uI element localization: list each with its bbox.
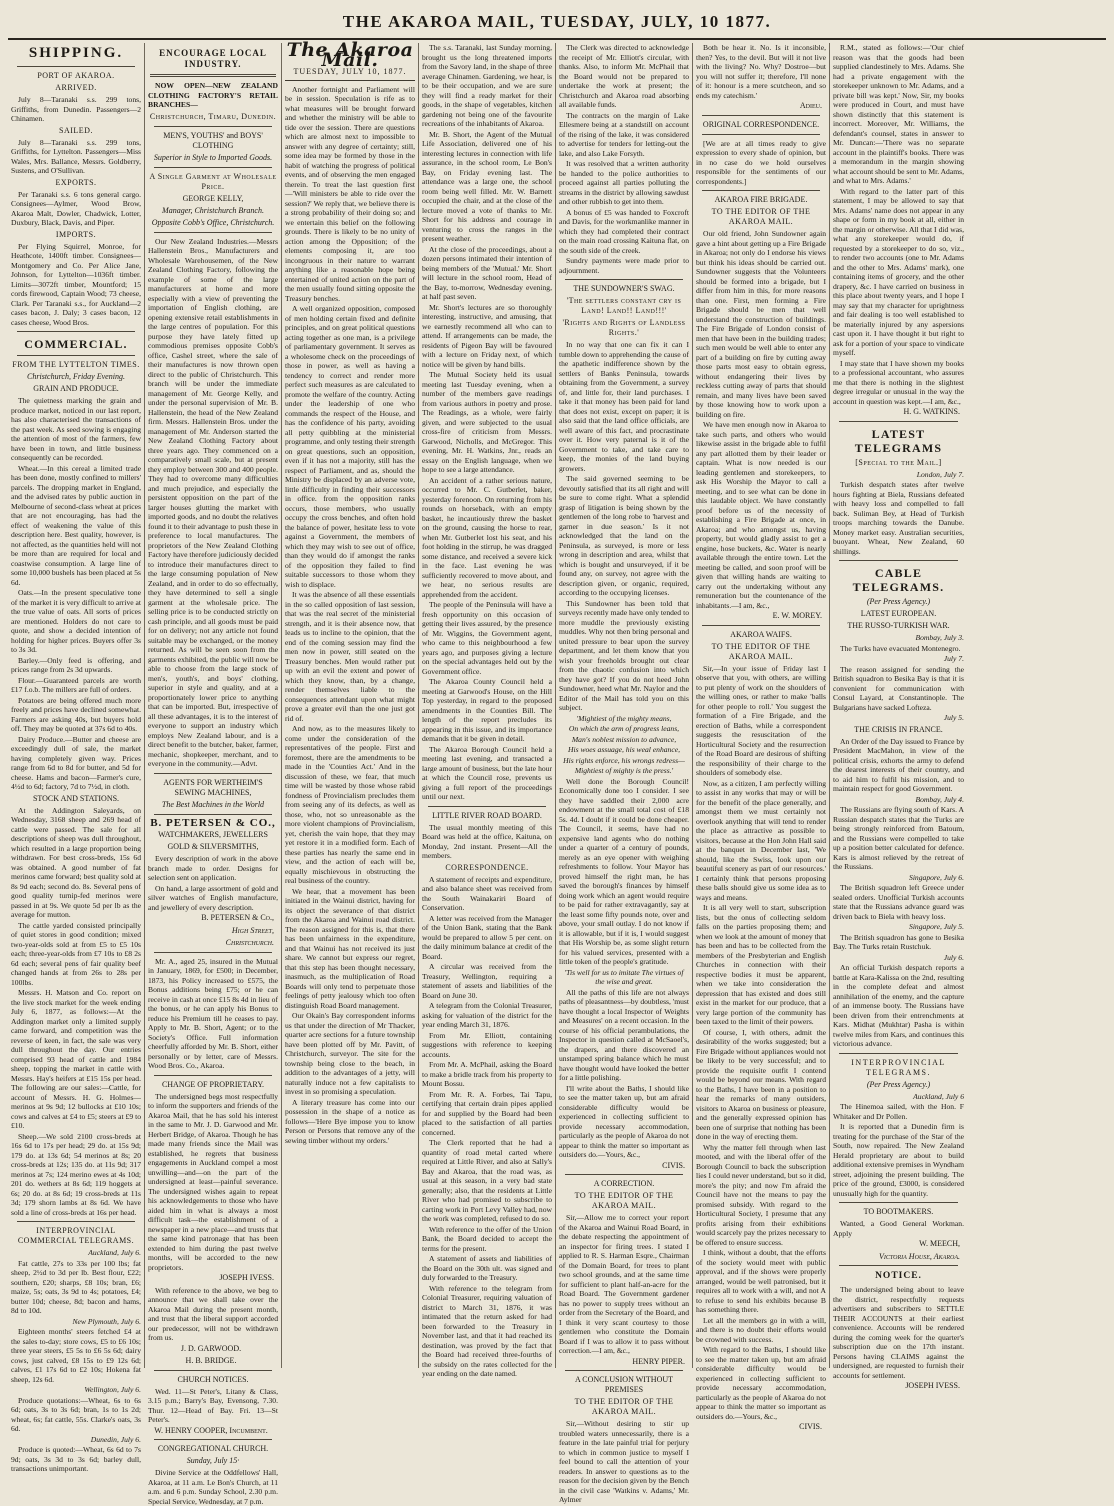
original-correspondence-note: [We are at all times ready to give expression to every shade of opinion, but in no case do we hold ourselves responsible for the sentiments of our correspondents.] [696,138,826,186]
column-5 [556,43,693,1504]
grain-p1: The quietness marking the grain and produce market, noticed in our last report, has also characterised the transactions of the past week. As seed sowing is engaging the attention of most of the farmers, few have been in town, and little business consequently can be recorded. [11,396,141,462]
commercial-place: Christchurch, Friday Evening. [27,372,125,381]
intercol-p1: Fat cattle, 27s to 33s per 100 lbs; fat sheep, 2½d to 3d per lb. Best flour, £22; southern, £20; sharps, £8 10s; bran, £6; maize, 5s; oats, 3s 9d to 4s; potatoes, £4; butter 10d; cheese, 8d; bacon and hams, 8d to 10d. [11,1258,141,1315]
column-4 [419,43,556,1378]
intercol-p2: Eighteen months' steers fetched £4 at the sales to-day; store cows, £5 to £6 10s; three year steers, £5 5s to £6 5s 6d; dairy cows, just calved, £8 15s to £9 12s 6d; calves, £1 17s 6d to £2 10s; Hokena fat sheep, 12s 6d. [11,1327,141,1384]
intercol-place-3: Wellington, July 6. [84,1385,141,1394]
exports-text: Per Taranaki s.s. 6 tons general cargo. Consignees—Aylmer, Wood Brow, Akaroa Malt, Dowler, Chadwick, Lotter, Duxbury, Black, Davis, and Piper. [11,189,141,227]
petersen-address-2: Christchurch. [225,938,274,947]
france-text: An Order of the Day issued to France by President MacMahon, in view of the political crisis, exhorts the army to defend the dearest interests of their country, and to aid him to fulfil his mission, and to maintain respect for good Government. [833,736,964,793]
correction-to: TO THE EDITOR OF THE AKAROA MAIL. [574,1191,674,1210]
editorial-p5: We hear, that a movement has been initiated in the Wainui district, having for its object the severance of that district from the Akaroa and Wainui road district. The reason assigned for this is, that there has been unfairness in the expenditure, and that Wainui has not received its just share. We cannot but express our regret, that this step has been thought necessary, inasmuch, as the multiplication of Road Boards will only tend to perpetuate those feelings of petty jealousy which too often distinguish Road Board management. [285,886,415,1010]
sundowner-verse-1: 'Mightiest of the mighty means, [576,713,672,723]
petersen-signature: B. PETERSEN & Co., [201,913,274,922]
commercial-source: FROM THE LYTTELTON TIMES. [12,360,140,369]
grain-p5: Flour.—Guaranteed parcels are worth £17 f.o.b. The millers are full of orders. [11,675,141,694]
news-p6: An accident of a rather serious nature, occurred to Mr. C. Gutberlet, baker, yesterday forenoon. On returning from his rounds on horseback, with an empty basket, he incautiously threw the basket on the ground, causing the horse to rear, when Mr. Gutberlet lost his seat, and his foot holding in the stirrup, he was dragged some distance, and received a severe kick in the face. Last evening he was sufficiently recovered to move about, and we hear, no serious results are apprehended from the accident. [422,475,552,599]
change-heading: CHANGE OF PROPRIETARY. [161,1079,265,1089]
london-date: London, July 7. [916,469,964,479]
arrived-text: July 8—Taranaki s.s. 299 tons, Griffiths, from Dunedin. Passengers—2 Chinamen. [11,95,141,123]
catechism-signature: Adieu. [799,101,822,110]
port-heading: PORT OF AKAROA. [37,71,115,80]
congregational-text: Divine Service at the Oddfellows' Hall, Akaroa, at 11 a.m. Le Bon's Church, at 11 a.m. and 6 p.m. Sunday School, 2.30 p.m. Special Service, Wednesday, at 7 p.m. [148,1468,278,1506]
arrived-heading: ARRIVED. [55,83,97,92]
notice-signature: JOSEPH IVESS. [905,1381,960,1390]
waifs-p4: Of course, I, with others, admit the desirability of the works suggested; but a Fire Brigade without appliances would not be likely to be very successful; and to provide the requisite outfit I contend would be beyond our means. With regard to the Baths, I have been in a position to hear the remarks of many outsiders, visitors to Akaroa on business or pleasure, and the generally expressed opinion has been one of surprise that nothing has been done in the way of erecting them. [696,1027,826,1141]
bombay-date: Bombay, July 3. [915,633,964,642]
correction-heading: A CORRECTION. [593,1179,655,1188]
correction-signature: HENRY PIPER. [632,1356,685,1366]
sailed-heading: SAILED. [59,125,93,135]
grain-p4: Barley.—Only feed is offering, and prices range from 2s 3d upwards. [11,655,141,674]
watkins-p3: I may state that I have shown my books to a professional accountant, who assures me that there is nothing in the slightest degree irregular or unusual in the way the account in question was kept.—I am, &c., [833,358,964,406]
road-board-p11: A statement of assets and liabilities of the Board on the 30th ult. was signed and duly forwarded to the Treasury. [422,1254,552,1282]
bootmakers-text: Wanted, a Good General Workman. Apply [833,1219,964,1238]
road-board-p2: A statement of receipts and expenditure, and also balance sheet was received from the South Wainakariri Board of Conservation. [422,874,552,912]
imports-text: Per Flying Squirrel, Monroe, for Heathcote, 1400ft timber. Consignees—Montgomery and Co. Per Alice Jane, Johnson, for Lyttelton—1036ft timber. Limits—3072ft timber, Mountford; 15 cords firewood, Captain Wood; 73 cheese, Clark. Per Taranaki s.s., for Auckland—2 cases bacon, J. Daly; 3 cases bacon, 12 cases cheese, Wood Bros. [11,241,141,327]
column-2 [145,43,282,1506]
paper-date: TUESDAY, JULY 10, 1877. [285,67,415,81]
auckland-date: Auckland, July 6 [913,1091,964,1101]
board-p3: It was resolved that a written authority be handed to the police authorities to proceed against all parties polluting the streams in the district by allowing sawdust and other rubbish to get into them. [559,159,689,206]
road-board-p9: The Clerk reported that he had a quantity of road metal carted where required at Little River, and also at Sally's Bay and Akaroa, that the road was, as usual at this season, in a very bad state generally; also, that the residents at Little River who had promised to subscribe to carting work in Port Levy Valley had, now the work was completed, refused to do so. [422,1138,552,1223]
fire-brigade-p2: We have men enough now in Akaroa to take such parts, and others who would likewise assist in the brigade able to fulfil any part allotted them by their leader or captain. What is now needed is our leading gentlemen and storekeepers, to ask His Worship the Mayor to call a meeting, and to see what can be done in this laudable object. We have constantly proof before us of the necessity of establishing a Fire Brigade at once, in Akaroa; and who amongst us, having property, but would gladly assist to get a engine, hose buckets, &c. Water is nearly available through the entire town. Let the meeting be called, and soon proof will be given that willing hands are waiting to carry out the undertaking without any remuneration but the countenance of the inhabitants.—I am, &c., [696,420,826,610]
notice-heading: NOTICE. [875,1271,922,1281]
intercol-heading: INTERPROVINCIAL COMMERCIAL TELEGRAMS. [17,1226,135,1245]
board-p5: Sundry payments were made prior to adjournment. [559,256,689,275]
july5-date: July 5. [943,713,964,722]
catechism-text: Both be hear it. No. Is it inconsible, then? Yes, to the devil. But will it not live with the living? No. Why? Dostroe—but you will not suffer it; therefore, I'll none of it: honour is a mere scutcheon, and so ends my catechism.' [696,43,826,100]
singapore-date: Singapore, July 6. [909,872,964,882]
july7-text: The reason assigned for sending the British squadron to Besika Bay is that it is convenient for communication with Consul Layard, at Constantinople. The Bulgarians have sacked Lofteza. [833,664,964,712]
bootmakers-signature-2: Victoria House, Akaroa. [879,1251,960,1261]
sundowner-p1: In no way that one can fix it can I tumble down to apprehending the cause of the apathetic indifference shown by the settlers of Banks Peninsula, towards obtaining from the Government, a survey of, and little for, their land purchases. I take it that money has been paid for land that does not exist, except on paper; it is also said that the land office officials, are well aware of this fact, and procrastinate over it. How very paternal is it of the Government to take, and take care to keep, the monies of the land buying growers. [559,340,689,473]
news-p9: The Akaroa Borough Council held a meeting last evening, and transacted a large amount of business, but the late hour at which the Council rose, prevents us giving a full report of the proceedings until our next. [422,744,552,801]
grain-p3: Oats.—In the present speculative tone of the market it is very difficult to arrive at the true value of oats. All sorts of prices are mentioned. Holders do not care to quote, and show a decided intention of holding for higher prices. Buyers offer 3s to 3s 3d. [11,588,141,654]
july6-date: July 6. [943,952,964,962]
church-signature: W. HENRY COOPER, Incumbent. [154,1425,268,1435]
manager-name: GEORGE KELLY, [182,193,244,203]
change-signature: JOSEPH IVESS. [219,1273,274,1282]
mutual-insurance-text: Mr. A., aged 25, insured in the Mutual in January, 1869, for £500; in December, 1873, his Policy increased to £575, the Bonus additions being £75; or he can receive in cash at once £15 8s 4d in lieu of the bonus, or he can apply his Bonus to reduce his Premium till he ceases to pay. Apply to Mr. B. Short, Agent; or to the Society's Office. Full information cheerfully afforded by Mr. B. Short, either personally or by letter, care of Messrs. Wood Bros. Co., Akaroa. [148,956,278,1070]
waifs-signature: CIVIS. [799,1422,822,1431]
road-board-p5: A telegram from the Colonial Treasurer, asking for valuation of the district for the year ending March 31, 1876. [422,1001,552,1029]
fire-brigade-to: TO THE EDITOR OF THE AKAROA MAIL. [711,207,811,226]
column-3 [282,39,419,1368]
road-board-p10: With reference to the offer of the Union Bank, the Board decided to accept the terms for the present. [422,1224,552,1253]
intercol-place-1: Auckland, July 6. [88,1248,141,1257]
fire-brigade-p1: Our old friend, John Sundowner again gave a hint about getting up a Fire Brigade in Akaroa; not only do I endorse his views but think his ideas should be carried out. Sundowner suggests that the Volunteers should be formed into a brigade, but I differ from him in this, for more reasons than one. First, men forming a Fire Brigade should be men that well understand the construction of buildings. The Fire Brigade of London consist of men that have been in the building trades; such men would be well able to enter any part of a building on fire by cutting away those parts most easy to obtain egress, without endangering their lives by reckless cutting away of parts that should remain, and many lives have been saved by those knowing how to work upon a building on fire. [696,229,826,419]
congregational-heading: CONGREGATIONAL CHURCH. [157,1444,269,1453]
road-board-p12: With reference to the telegram from Colonial Treasurer, requiring valuation of district to March 31, 1876, it was intimated that the return asked for had been forwarded to the Treasury in November last, and that it had reached its destination, was proved by the fact that the Board had received three-fourths of the subsidy on the rates collected for the year ending on the date named. [422,1283,552,1378]
column-6 [693,43,830,1431]
london-text: Turkish despatch states after twelve hours fighting at Biela, Russians defeated with heavy loss and compelled to fall back. Suliman Bey, at Head of Turkish troops marching towards the Danube. Money market easy. Australian securities, buoyant. Wheat, New Zealand, 60 shillings. [833,480,964,556]
editorial-p1: Another fortnight and Parliament will be in session. Speculation is rife as to what measures will be brought forward and whether the ministry will be able to tide over the session. There are questions which are almost next to impossible to answer with any degree of certainty; still, some idea may be formed by those in the habit of watching the progress of political events, and of observing the men engaged therein. To treat the last question first—'Will ministers be able to ride over the session?' We reply that, we believe there is a strong probability of their doing so; and we entertain this belief on the following grounds. There is likely to be no unity of action among the Opposition; of the elements composing it, are too incongruous in their nature to warrant anything like a reasonable hope being entertained of united action on the part of the men usually found sitting opposite the Treasury benches. [285,84,415,303]
waifs-p2: Now, as a citizen, I am perfectly willing to assist in any works that may or will be for the benefit of the place generally, and amongst them we must certainly not overlook anything that will tend to render the place as attractive as possible to visitors, because at the Hon John Hall said at the banquet in December last, 'We should, like the Swiss, look upon our beautiful scenery as part of our resources.' I certainly think that persons proposing these balls should give us some idea as to ways and means. [696,778,826,902]
latest-telegrams-heading: LATEST TELEGRAMS [854,426,943,455]
petersen-heading: B. PETERSEN & CO., [150,816,276,829]
petersen-sub-2: GOLD & SILVERSMITHS, [167,842,259,851]
france-heading: THE CRISIS IN FRANCE. [854,724,943,734]
sundowner-p3: This Sundowner has been told that surveys recently made have only tended to more muddle the previously existing muddles. Why not then bring personal and united pressure to bear upon the survey department, and let them know that you wish your freeholds brought out clear from the chaotic confusion into which they have got? If you do not heed John Sundowner, heed what Mr. Naylor and the Editor of the Mail has told you on this subject. [559,598,689,712]
church-heading: CHURCH NOTICES. [177,1374,249,1384]
news-p2: Mr. B. Short, the Agent of the Mutual Life Association, delivered one of his interesting lectures in connection with life assurance, in the school room, Le Bon's Bay, on Friday evening last. The attendance was a large one, the school room being well filled. Mr. W. Barnett occupied the chair, and at the close of the lecture moved a vote of thanks to Mr. Short for his address and courage in venturing to cross the ranges in the present weather. [422,129,552,243]
columns [8,39,1106,1506]
agents-heading: AGENTS FOR WERTHEIM'S SEWING MACHINES, [163,777,263,797]
sundowner-heading: THE SUNDOWNER'S SWAG. [573,284,675,293]
intercol-place-2: New Plymouth, July 6. [72,1316,141,1326]
bombay2-text: The Russians are flying south of Kars. A Russian despatch states that the Turks are being strongly reinforced from Batoum, and the Russians were compelled to take up a position better calculated for defence. Kars is almost relieved by the retreat of the Russians. [833,805,964,871]
editorial-p7: A literary treasure has come into our possession in the shape of a notice as follows—'Here Bye impose you to know Person or Persons that remove any of the sewing timber without my orders.' [285,1097,415,1145]
road-board-p4: A circular was received from the Treasury, Wellington, requiring a statement of assets and liabilities of the Board on June 30. [422,962,552,1000]
imports-heading: IMPORTS. [55,229,97,239]
shipping-heading: SHIPPING. [28,45,124,61]
news-p3: At the close of the proceedings, about a dozen persons intimated their intention of being members of the 'Mutual.' Mr. Short will lecture in the school room, Head of the Bay, to-morrow, Wednesday evening, at half past seven. [422,244,552,301]
waifs-p5: Why the matter fell through when last mooted, and with the liberal offer of the Borough Council to back the subscription lies I could never understand, but so it did, more's the pity; and now I'm afraid the Council have not the means to pay the promised subsidy. With regard to the Horticultural Society, I presume that any profits arising from their exhibitions would scarcely pay the prizes necessary to be offered to ensure success. [696,1142,826,1247]
now-open-places: Christchurch, Timaru, Dunedin. [149,111,277,121]
sundowner-verse-5: His rights enforce, his wrongs redress— [563,755,685,765]
bootmakers-heading: TO BOOTMAKERS. [863,1207,934,1216]
road-board-p8: From Mr. R. A. Forbes, Tai Tapu, certifying that certain drain pipes applied for and supplied by the Board had been placed to the satisfaction of all parties concerned. [422,1089,552,1137]
road-board-p7: From Mr. A. McPhail, asking the Board to make a bridle track from his property to Mount Bossu. [422,1060,552,1088]
stock-p4: Sheep.—We sold 2100 cross-breds at 16s 6d to 17s per head; 29 do. at 15s 9d; 179 do. at 13s 6d; 54 merinos at 8s; 20 cross-breds at 12s; 135 do. at 11s 9d; 317 merinos at 7s; 124 merino ewes at 4s 10d; 201 do. wethers at 8s 6d; 119 hoggets at 6s; 20 do. at 8s 6d; 19 cross-breds at 11s 3d; 179 shorn lambs at 8s 6d. We have sold a line of cross-breds at 16s per head. [11,1131,141,1217]
cable-sub: (Per Press Agency.) [866,597,931,606]
commercial-heading: COMMERCIAL. [24,337,128,351]
reference-signature-1: J. D. GARWOOD. [180,1343,242,1353]
stock-p2: The cattle yarded consisted principally of quiet stores in good condition; mixed two-year-olds sold at from £5 to £5 10s each; three-year-olds from £7 10s to £8 2s 6d each; several pens of fair quality beef changed hands at from 26s to 28s per 100lbs. [11,920,141,987]
latest-telegrams-sub: [Special to the Mail.] [855,457,942,467]
sundowner-p2: The said governed seeming to be devoutly satisfied that its all right and will be sure to come right. What a splendid grasp of litigation is being shown by the gentlemen of the long robe to 'harvest and garner in due season.' Is it not acknowledged that the land on the Peninsula, as surveyed, is more or less wrong in description and area, whilst that which is bought and unsurveyed, if it be found any, on survey, not agree with the description given, or organic, required, according to the occupying licenses. [559,474,689,597]
fire-brigade-heading: AKAROA FIRE BRIGADE. [714,195,808,204]
singapore-text: The British squadron left Greece under sealed orders. Unofficial Turkish accounts state that the Russians advance guard was driven back to Biela with heavy loss. [833,883,964,921]
manager-title: Manager, Christchurch Branch. [162,205,264,215]
sailed-text: July 8—Taranaki s.s. 299 tons, Griffiths, for Lyttelton. Passengers—Miss Wales, Mrs. Ballance, Messrs. Goldberry, Sustens, and O'Sullivan. [11,137,141,175]
latest-european: LATEST EUROPEAN. [860,609,937,618]
sundowner-signature: CIVIS. [662,1160,685,1170]
stock-p1: At the Addington Saleyards, on Wednesday, 3168 sheep and 269 head of cattle were passed. The sale for all descriptions of sheep was dull throughout, which resulted in a large proportion being withdrawn. For best cross-breds, 15s 6d was obtained. A good number of fat merinos came forward; best quality sold at 8s 9d each; second do. 8s. Several pens of good quality turnip-fed merinos were passed in at 9s. We quote 5d per lb as the average for mutton. [11,805,141,919]
grain-p6: Potatoes are being offered much more freely and prices have declined somewhat. Farmers are asking 40s, but buyers hold off. They may be quoted at 37s 6d to 40s. [11,695,141,733]
bombay-text: The Turks have evacuated Montenegro. [840,643,961,653]
news-p8: The Akaroa County Council held a meeting at Garwood's House, on the Hill Top yesterday, in regard to the proposed amendments in the Counties Bill. The length of the report precludes its appearing in this issue, and its importance demands that it be given in detail. [422,677,552,743]
news-p7: The people of the Peninsula will have a fresh opportunity on this occasion of getting their lives assured, by the presence of Mr. Wiggins, the Government agent, who came to this neighbourhood a few years ago, and purposes giving a lecture on the special advantages held out by the Government office. [422,600,552,676]
sundowner-verse-4: His woes assuage, his weal enhance, [568,745,680,754]
news-p1: The s.s. Taranaki, last Sunday morning, brought us the long threatened imports from the Savory land, in the shape of three average Chinamen. Gardening, we hear, is to be their occupation, and we are sure they will find a ready market for their goods, in the shape of vegetables, kitchen gardening not being one of the favourite recreations of the inhabitants of Akaroa. [422,43,552,128]
singapore2-date: Singapore, July 5. [909,922,964,931]
intercol-p3: Produce quotations:—Wheat, 6s to 6s 6d; oats, 3s to 3s 6d; bran, 1s to 1s 2d; wheat, 6s; fat cattle, 55s. Clarke's oats, 3s 6d. [11,1395,141,1433]
waifs-p3: It is all very well to start, subscription lists, but the onus of collecting seldom falls on the parties proposing them; and when we look at the amount of money that has been and has to be collected from the members of the Presbyterian and English Churches in connection with their respective bodies it must be apparent, when we take into consideration the depression that has existed and does still exist in the market for our produce, that a very large portion of the community has been taxed to the limit of their powers. [696,903,826,1026]
petersen-address-1: High Street, [231,925,274,935]
editorial-p2: A well organized opposition, composed of men holding certain fixed and definite principles, and on great political questions acting together as one man, is a privilege of parliamentary government. It serves as a wholesome check on the proceedings of those in power, as well as having a tendency to correct and render more perfect such measures as are calculated to promote the welfare of the country. Acting under the leadership of one who commands the respect of the House, and has the confidence of his party, avoiding all petty quibbling at the ministerial programme, and only testing their strength on great questions, such an opposition, even if it has not a majority, still has the respect of Parliament, and as, should the Ministry be displaced by an adverse vote, little difficulty in finding their successors in office. from the opposition ranks occurs, those members, who usually occupy the cross benches, and often hold the balance of power, hesitate less to vote against a Government, the members of which they may wish to see out of office, than they would do if amongst the ranks of the opposition they failed to find suitable successors to those whom they wish to displace. [285,304,415,589]
sundowner-p7: I'll write about the Baths, I should like to see the matter taken up, but am afraid considerable difficulty would be experienced in collecting sufficient to provide necessary accommodation, particularly as the people of Akaroa do not appear to think the matter so important as outsiders do.—Yours, &c., [559,1083,689,1159]
board-p4: A bonus of £5 was handed to Foxcroft and Davis, for the workmanlike manner in which they had completed their contract on the main road crossing Kaituna flat, on the south side of the creek. [559,207,689,255]
reference-signature-2: H. B. BRIDGE. [185,1356,237,1365]
single-garment-line: A Single Garment at Wholesale Price. [149,171,277,191]
notice-text: The undersigned being about to leave the district, respectfully requests advertisers and subscribers to SETTLE THEIR ACCOUNTS at their earliest convenience. Accounts will be rendered during the coming week for the quarter's subscription due on the 17th instant. Persons having CLAIMS against the undersigned, are requested to furnish their accounts for settlement. [833,1285,964,1380]
waifs-p8: With regard to the Baths, I should like to see the matter taken up, but am afraid considerable difficulty would be experienced in collecting sufficient to provide necessary accommodation, particularly as the people of Akaroa do not appear to think the matter so important as outsiders do.—Yours, &c., [696,1345,826,1421]
church-text: Wed. 11—St Peter's, Litany & Class, 3.15 p.m.; Barry's Bay, Evensong, 7.30. Thur. 12—Head of Bay. Fri. 13—St Peter's. [148,1386,278,1424]
cable-heading: CABLE TELEGRAMS. [852,566,945,594]
russo-turkish-heading: THE RUSSO-TURKISH WAR. [847,621,950,630]
sundowner-p4: Well done the Borough Council! Economically done too I consider. I see they have saddled their 2,000 acre endowment at the small total cost of £18 5s. 4d. I doubt if it could be done cheaper. The Council, it seems, have had no expensive land agents who do nothing under a quarter of a century of pounds, merely as an eye opener with weighing refreshments to follow. Your Mayor has proved himself the right man, he has saved the borough's finances by himself doing work which an agent would require to be paid for rather extravagantly, say at the least some fifty pounds note, over and above, your small outlay. I do not know if it is allowable, but if it is, I would suggest that His Worship be, as some slight return for his valued services, presented with a little token of the people's gratitude. [559,776,689,966]
change-text: The undersigned begs most respectfully to inform the supporters and friends of the Akaroa Mail, that he has sold his interest in the same to Mr. J. D. Garwood and Mr. Herbert Bridge, of Akaroa. Though he has made many friends since the Mail was established, he regrets that business engagements in Auckland compel a most unwilling—and—on the part of the undersigned at least—painful severance. The undersigned wishes again to repeat his acknowledgements to those who have aided him in what is always a most difficult task—the establishment of a newspaper in a new place—and trusts that the same kind patronage that has been extended to him during the past twelve months, will be accorded to the new proprietors. [148,1091,278,1272]
intercol-place-4: Dunedin, July 6. [90,1434,141,1444]
conclusion-to: TO THE EDITOR OF THE AKAROA MAIL. [574,1397,674,1416]
conclusion-heading: A CONCLUSION WITHOUT PREMISES [574,1375,674,1394]
superior-line: Superior in Style to Imported Goods. [153,152,273,162]
road-board-heading: LITTLE RIVER ROAD BOARD. [432,810,542,820]
column-7 [830,43,967,1390]
editorial-p4: And now, as to the measures likely to come under the consideration of the representatives of the people. First and foremost, there are the amendments to be made in the 'Counties Act.' And in the discussion of these, we fear, that much time will be wasted by those whose rabid fondness of Provincialism precludes them from seeing any of its defects, as well as those, who, not so unreasonable as the more violent champions of Provincialism, yet, cherish the vain hope, that they may yet restore it in a modified form. Each of these parties has nearly the same end in view, and the action of each will be, equally mischievous in obstructing the real business of the country. [285,724,415,885]
masthead-title: THE AKAROA MAIL, TUESDAY, JULY, 10 1877. [342,12,772,31]
paper-title: The Akaroa Mail. [286,39,414,71]
nz-industries-text: Our New Zealand Industries.—Messrs Hallenstein Bros., Manufacturers and Wholesale Warehousemen, of the New Zealand Clothing Factory, following the example of some of the large manufacturers at home and more especially with a view of preventing the importation of English clothing, are opening extensive retail establishments in the large centres of population. For this purpose they have lately fitted up commodious premises opposite Cobb's office, Cashel street, where the sale of their manufactures is now thrown open direct to the public of Christchurch. This branch will be under the immediate management of Mr. George Kelly, and under the personal supervision of Mr. B. Hallenstein, the head of the New Zealand firm. Messrs. Hallenstein Bros. under the management of Mr. Anderson started the New Zealand Clothing Factory about three years ago. They commenced on a comparatively small scale, but at present they employ between 300 and 400 people. They had to overcome many difficulties and much prejudice, and especially the persistent opposition on the part of the larger houses glutting the market with imported goods, and no doubt the relatives found it to their advantage to push these in preference to local manufactures. The proprietors of the New Zealand Clothing Factory have therefore judiciously decided to introduce their manufactures direct to the large consuming population of New Zealand, and in order to do so effectually, they have determined to sell a single garment at the wholesale price. The selling price is to be conducted strictly on cash principle, and all goods must be paid for on delivery; not any article not found suitable may be exchanged, or the money returned. As will be seen soon from the garments exhibited, the public will now be able to choose from the large stock of men's, youth's, and boys' clothing, superior in style and quality, and at a proportionately lower price to anything that can be imported. But, irrespective of all these advantages, it is to the interest of everyone to support an industry which employs New Zealand labour, and is a direct benefit to the butcher, baker, farmer, mechanic, shopkeeper, merchant, and to everyone in the community.—Advt. [148,236,278,768]
intercol-p4: Produce is quoted:—Wheat, 6s 6d to 7s 9d; oats, 3s 3d to 3s 6d; barley dull, transactions unimportant. [11,1445,141,1473]
road-board-p3: A letter was received from the Manager of the Union Bank, stating that the Bank would be prepared to allow 5 per cent. on the daily minimum balance at credit of the Board. [422,913,552,961]
sundowner-p6: All the paths of this life are not always paths of pleasantness—by doubtless, 'must have thought a local Inspector of Weights and Measures' on a recent occasion. In the course of his official perambulations, the Inspector in question called at McSaoel's, the drapers, and there discovered an unstamped spring balance which he must have thought would have looked the better for a little polishing. [559,987,689,1082]
auckland-p2: It is reported that a Dunedin firm is treating for the purchase of the Star of the South, now repaired. The New Zealand Herald proprietary are about to build additional extensive premises in Wyndham street, adjoining the present building. The price of the ground, £3000, is considered unusually high for the quantity. [833,1122,964,1198]
stock-heading: STOCK AND STATIONS. [32,793,120,803]
watkins-p2: With regard to the latter part of this statement, I may be allowed to say that Mrs. Adams' name does not appear in any shape or form in my book at all, either in the margin or otherwise. All that I did was, what any storekeeper would do, if requested by a storekeeper to do so, viz., to render two accounts (one to Mr. Adams and the other to Mrs. Adams' mark), one containing items of grocery, and the other drapery, &c. I have carried on business in this place about twenty years, and I hope I may say that my character for uprightness and fair dealing is too well established to be materially injured by any aspersions cast upon it. I have thought it but right to ask for a portion of your space to vindicate myself. [833,186,964,357]
now-open-lead: NOW OPEN—NEW ZEALAND CLOTHING FACTORY'S RETAIL BRANCHES— [148,81,278,109]
grain-heading: GRAIN AND PRODUCE. [33,384,119,393]
editorial-p3: It was the absence of all these essentials in the so called opposition of last session, that was the real secret of the ministerial strength, and it is their absence now, that leads us to incline to the opinion, that the end of the coming session may find the men now in power, still seated on the Treasury benches. Men would rather put up with an evil the extent and power of which they know, than, by a change, render themselves liable to the consequences attendant upon what might prove a greater evil than the one just got rid of. [285,590,415,723]
waifs-p6: I think, without a doubt, that the efforts of the society would meet with public approval, and if the shows were properly arranged, would be well patronised, but it requires all to work with a will, and not A to refuse to send his exhibits because B has something there. [696,1248,826,1314]
petersen-sub-1: WATCHMAKERS, JEWELLERS [158,830,268,839]
grain-p2: Wheat.—In this cereal a limited trade has been done, mostly confined to millers' parcels. The dropping market in England, and the advised rates by public auction in Melbourne of second-class wheat at prices that are not encouraging, has had the effect of weakening the value of this description here. Best quality, however, is not affected, as the quantities held will not be more than are required for local and coastwise consumption. A large line of some 10,000 bushels has been placed at 5s 6d. [11,463,141,587]
correction-text: Sir,—Allow me to correct your report of the Akaroa and Wainui Road Board, in the debate respecting the appointment of an inspector for firing trees. I stated I applied to R. S. Harman Esqre., Chairman of the Domain Board, for trees to plant two school grounds, and at the same time for sufficient to plant half-an-acre for the Road Board. The Government gardener has no power to supply trees without an order from the Secretary of the Board, and I think it very scant courtesy to those gentlemen who constitute the Domain Board if I was to allow it to pass without correction.—I am, &c., [559,1213,689,1355]
manager-address: Opposite Cobb's Office, Christchurch. [151,217,275,227]
interprovincial-heading: INTERPROVINCIAL TELEGRAMS. [851,1057,946,1077]
interprovincial-sub: (Per Press Agency.) [866,1079,931,1089]
original-correspondence-heading: ORIGINAL CORRESPONDENCE. [702,119,820,129]
masthead [8,6,1106,40]
waifs-heading: AKAROA WAIFS. [730,629,792,639]
column-1 [8,43,145,1473]
july6-text: An official Turkish despatch reports a battle at Kara-Kalissa on the 2nd, resulting in the complete defeat and almost annihilation of the enemy, and the capture of an immense booty. The Russians have been driven from their entrenchments at Kars. Midhat (Mukhtar) Pasha is within twelve miles from Kars, and continues this victorious advance. [833,963,964,1048]
sundowner-verse-2: On which the arm of progress leans, [568,724,680,733]
fire-brigade-signature: E. W. MOREY. [772,611,822,620]
road-board-p6: From Mr. Elliott, containing suggestions with reference to keeping accounts. [422,1030,552,1059]
reference-text: With reference to the above, we beg to announce that we shall take over the Akaroa Mail during the present month, and trust that the liberal support accorded our predecessor, will not be withdrawn from us. [148,1285,278,1342]
road-board-p1: The usual monthly meeting of this Board was held at the office, Kaituna, on Monday, 2nd instant. Present—All the members. [422,822,552,860]
sundowner-epigraph: 'The settlers constant cry is Land! Land!! Land!!!' [566,296,682,315]
singapore2-text: The British squadron has gone to Besika Bay. The Turks retain Rustchuk. [833,932,964,951]
agents-subheading: The Best Machines in the World [161,799,265,809]
news-p4: Mr. Short's lectures are so thoroughly interesting, instructive, and amusing, that we earnestly recommend all who can to attend. If arrangements can be made, the residents of Pigeon Bay will be favoured with a lecture on Friday next, of which notice will be given by hand bills. [422,302,552,369]
sundowner-verse-3: Man's noblest mission to advance, [571,734,677,744]
sundowner-epigraph-2: 'Rights and Rights of Landless Rights.' [562,318,686,337]
stock-p3: Messrs. H. Matson and Co. report on the live stock market for the week ending July 6, 1877, as follows:—At the Addington market only a limited supply came forward, and competition was the reverse of keen, in fact, the sale was very dull throughout the day. Our entries comprised 93 head of cattle and 1984 sheep, topping the market in cattle with Messrs. Hay's heifers at £15 15s per head. The following are our sales:—Cattle, for account of Messrs. H. G. Holmes—merinos at 9s 9d; 12 bullocks at £10 10s; cows and calves at £4 to £5; steers at £9 to £10. [11,988,141,1130]
conclusion-text: Sir,—Without desiring to stir up troubled waters unnecessarily, there is a feature in the late painful trial for perjury to which in common justice to myself I feel bound to call the attention of your readers. In answer to questions as to the reason for the decision given by the Bench in the civil case 'Watkins v. Adams,' Mr. Aylmer [559,1419,689,1504]
watkins-signature: H. G. WATKINS. [903,407,960,416]
mens-clothing-line: MEN'S, YOUTHS' and BOYS' CLOTHING [163,130,263,150]
petersen-p1: Every description of work in the above branch made to order. Designs for selection sent on application. [148,854,278,882]
editorial-p6: Our Okain's Bay correspondent informs us that under the direction of Mr Thacker, quarter acre sections for a future township have been plotted off by Mr. Pavitt, of Christchurch, surveyor. The site for the township being close to the beach, in addition to the advantages of a jetty, will naturally induce not a few capitalists to invest in so promising a speculation. [285,1011,415,1096]
july7-date: July 7. [943,654,964,663]
news-p5: The Mutual Society held its usual meeting last Tuesday evening, when a number of the members gave readings from various authors in poetry and prose. The Readings, as a whole, were fairly given, and were subjected to the usual cross-fire of criticism from Messrs. Garwood, Nicholls, and McGregor. This evening, Mr. H. Watkins, Jnr., reads an essay on the English language, when we hope to see a large attendance. [422,370,552,474]
sundowner-p5: 'Tis well for us to imitate The virtues of the wise and great. [564,967,684,986]
encourage-heading: ENCOURAGE LOCAL INDUSTRY. [159,48,267,69]
bootmakers-signature-1: W. MEECH, [919,1239,960,1248]
watkins-p1: R.M., stated as follows:—'Our chief reason was that the goods had been supplied clandestinely to Mrs. Adams. She had a private engagement with the storekeeper unknown to Mr. Adams, and a private bill was kept.' Now, Sir, my books were produced in Court, and must have shown distinctly that this statement is incorrect. Moreover, Mr. Williams, the defendant's counsel, states in answer to Mr. Duncan:—'There was no separate account in the plaintiff's books. There was a memorandum in the margin showing what account should be sent to Mr. Adams, and what to Mrs. Adams.' [833,43,964,185]
bombay2-date: Bombay, July 4. [915,794,964,804]
waifs-p7: Let all the members go in with a will, and there is no doubt their efforts would be crowned with success. [696,1315,826,1344]
congregational-day: Sunday, July 15· [186,1456,240,1465]
waifs-p1: Sir,—In your issue of Friday last I observe that you, with others, are willing to put plenty of work on the shoulders of the willing ones, or rather to make 'balls for other people to roll.' You suggest the formation of a Fire Brigade, and the erection of Baths, while a correspondent suggests the resuscitation of the Horticultural Society and the resurrection of the Road Board are desirous of shifting the responsibility of their charge to the shoulders of somebody else. [696,663,826,777]
board-p2: The contracts on the margin of Lake Ellesmere being at a standstill on account of the rising of the lake, it was considered to advertise for tenders for letting-out the lake, and also Lake Forsyth. [559,110,689,158]
waifs-to: TO THE EDITOR OF THE AKAROA MAIL. [711,641,811,661]
exports-heading: EXPORTS. [55,177,97,187]
petersen-p2: On hand, a large assortment of gold and silver watches of English manufacture, and jewellery of every description. [148,883,278,912]
board-p1: The Clerk was directed to acknowledge the receipt of Mr. Elliott's circular, with thanks. Also, to inform Mr. McPhail that the Board would not be prepared to undertake the work at present; the Christchurch and Akaroa road absorbing all available funds. [559,43,689,109]
grain-p7: Dairy Produce.—Butter and cheese are exceedingly dull of sale, the market having completely given way. Prices range from 6d to 8d for butter, and 5d for cheese. Hams and bacon—Farmer's cure, 4½d to 6d; factory, 7d to 7½d, in cloth. [11,734,141,791]
auckland-p1: The Hinemoa sailed, with the Hon. F Whitaker and Dr Pollen. [833,1102,964,1121]
road-board-correspondence: CORRESPONDENCE. [445,862,529,872]
sundowner-verse-6: Mightiest of mighty is the press.' [574,766,674,775]
